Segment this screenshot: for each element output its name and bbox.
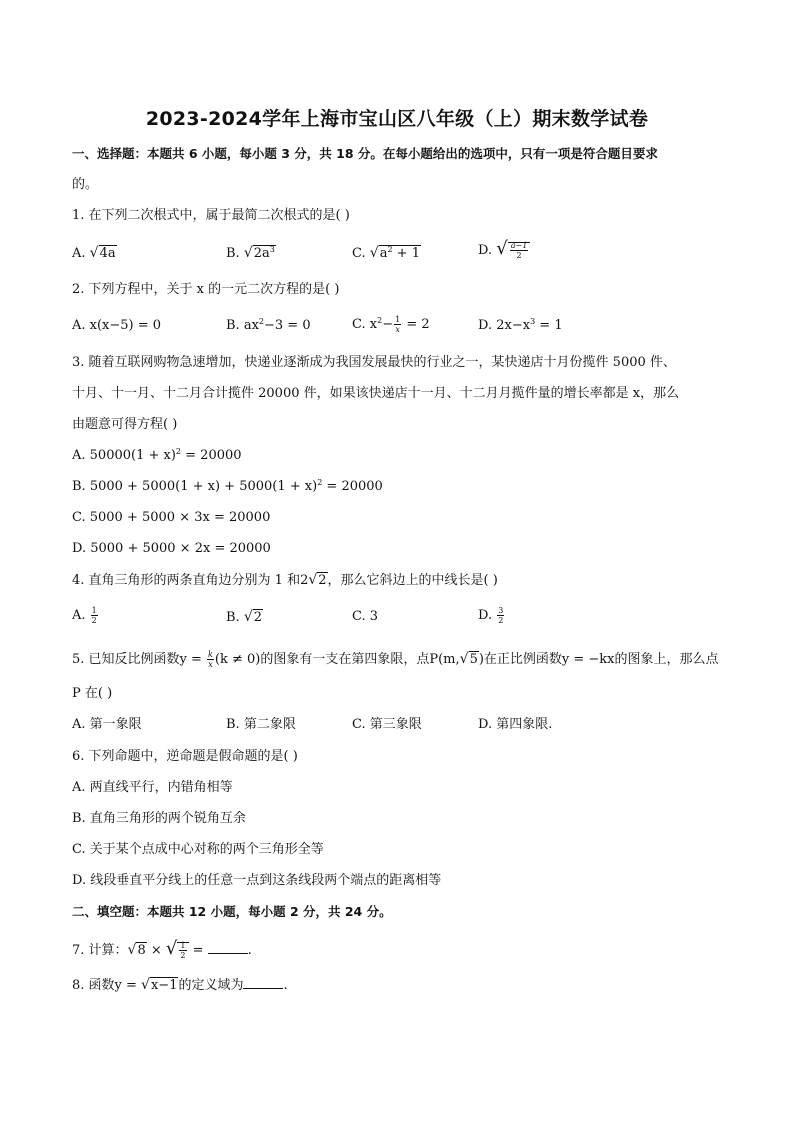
question-1-stem: 1. 在下列二次根式中，属于最简二次根式的是( ) [72,208,350,223]
question-2-option-b: B. $ax^2-3 = 0$ [226,317,311,333]
question-5-option-d: D. 第四象限. [478,717,553,732]
question-6-option-b: B. 直角三角形的两个锐角互余 [72,811,246,826]
question-4-option-b: B. √2 [226,609,263,625]
question-5-option-a: A. 第一象限 [72,717,142,732]
answer-blank[interactable] [208,941,248,954]
question-1-option-b: B. $√2a^3$ [226,245,275,261]
question-4-option-d: D. $\frac{3}{2}$ [478,606,504,625]
section-2-header: 二、填空题：本题共 12 小题，每小题 2 分，共 24 分。 [72,904,392,919]
question-6-option-a: A. 两直线平行，内错角相等 [72,780,233,795]
answer-blank[interactable] [243,976,283,989]
question-2-option-a: A. x(x−5) = 0 [72,318,162,333]
question-5-option-c: C. 第三象限 [352,717,422,732]
question-2-stem: 2. 下列方程中，关于 x 的一元二次方程的是( ) [72,282,340,297]
page-title: 2023-2024学年上海市宝山区八年级（上）期末数学试卷 [145,108,649,130]
section-1-header-cont: 的。 [72,177,99,192]
question-3-option-c: C. 5000 + 5000 × 3x = 20000 [72,510,271,525]
question-1-option-a: A. √4a [72,245,116,261]
question-5-stem: 5. 已知反比例函数y = $\frac{k}{x}$ (k ≠ 0)的图象有一支在第四象限，点P(m,√5)在正比例函数y = −kx的图象上，那么点 [72,650,719,669]
question-8: 8. 函数y = √x−1的定义域为 . [72,977,288,993]
question-5-option-b: B. 第二象限 [226,717,296,732]
question-3-option-d: D. 5000 + 5000 × 2x = 20000 [72,541,271,556]
question-3-line-1: 3. 随着互联网购物急速增加，快递业逐渐成为我国发展最快的行业之一，某快递店十月份揽件 5000 件、 [72,355,676,370]
question-3-line-3: 由题意可得方程( ) [72,417,178,432]
question-6-stem: 6. 下列命题中，逆命题是假命题的是( ) [72,749,298,764]
section-1-header: 一、选择题：本题共 6 小题，每小题 3 分，共 18 分。在每小题给出的选项中，只有一项是符合题目要求 [72,146,658,161]
question-3-option-a: A. $50000(1 + x)^2 = 20000$ [72,447,242,463]
question-3-line-2: 十月、十一月、十二月合计揽件 20000 件，如果该快递店十一月、十二月月揽件量的增长率都是 x，那么 [72,386,680,401]
question-5-line-2: P 在( ) [72,686,113,701]
question-3-option-b: B. $5000 + 5000(1 + x) + 5000(1 + x)^2 = 20000$ [72,478,383,494]
question-6-option-c: C. 关于某个点成中心对称的两个三角形全等 [72,842,324,857]
question-2-option-d: D. $2x-x^3 = 1$ [478,317,563,333]
question-4-option-c: C. 3 [352,609,379,624]
question-7: 7. 计算：√8 × √ $\frac{1}{2}$ = . [72,938,252,960]
question-6-option-d: D. 线段垂直平分线上的任意一点到这条线段两个端点的距离相等 [72,873,442,888]
question-2-option-c: C. $x^2-$ $\frac{1}{x}$ = 2 [352,315,430,334]
question-4-stem: 4. 直角三角形的两条直角边分别为 1 和2√2，那么它斜边上的中线长是( ) [72,572,498,588]
question-4-option-a: A. $\frac{1}{2}$ [72,606,97,625]
question-1-option-c: C. $√a^2 + 1$ [352,245,420,261]
question-1-option-d: D. √ $\frac{a-1}{2}$ [478,240,530,260]
